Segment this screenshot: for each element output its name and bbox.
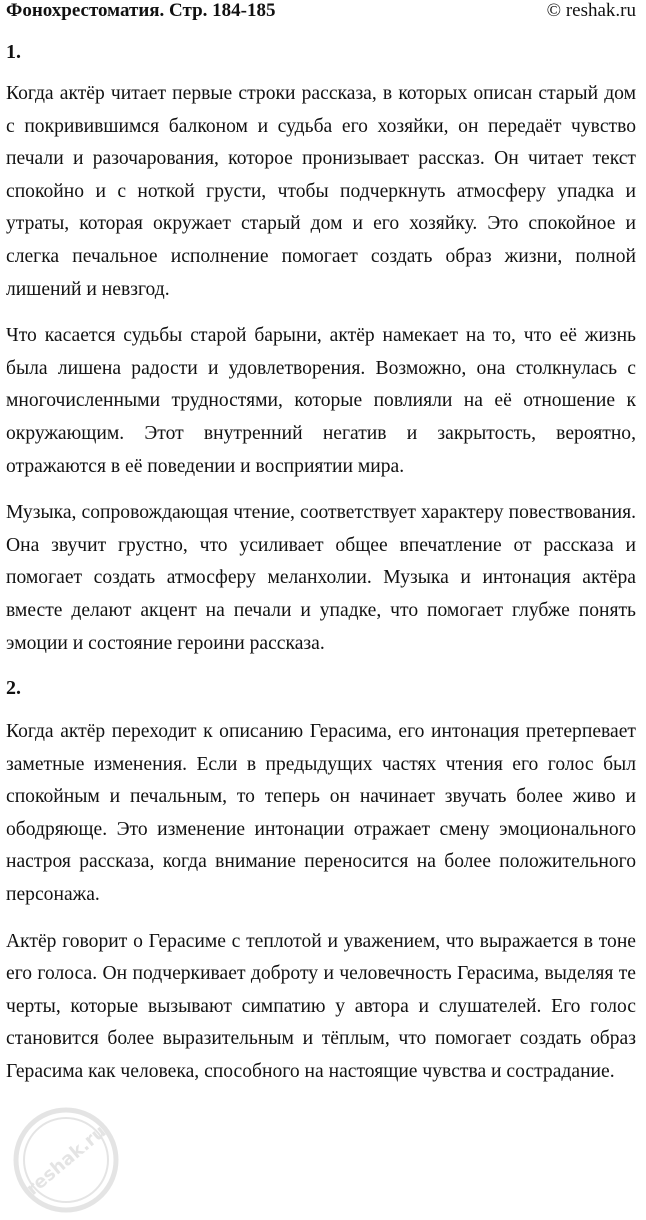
section-2-number: 2. (6, 677, 21, 700)
section-1-paragraph-3: Музыка, сопровождающая чтение, соответствует характеру повествования. Она звучит грустно, что усиливает общее впечатление от рассказа и помогает создать атмосферу меланхолии. Музыка и интонация актёра вместе делают акцент на печали и упадке, что помогает глубже понять эмоции и состояние героини рассказа. (6, 502, 636, 654)
site-credit: © reshak.ru (546, 0, 636, 21)
section-1-paragraph-2: Что касается судьбы старой барыни, актёр намекает на то, что её жизнь была лишена радости и удовлетворения. Возможно, она столкнулась с многочисленными трудностями, которые повлияли на её отношение к окружающим. Этот внутренний негатив и закрытость, вероятно, отражаются в её поведении и восприятии мира. (6, 325, 636, 477)
watermark-text: reshak.ru (22, 1121, 111, 1200)
section-2-paragraph-2: Актёр говорит о Герасиме с теплотой и уважением, что выражается в тоне его голоса. Он подчеркивает доброту и человечность Герасима, выделяя те черты, которые вызывают симпатию у автора и слушателей. Его голос становится более выразительным и тёплым, что помогает создать образ Герасима как человека, способного на настоящие чувства и сострадание. (6, 930, 636, 1083)
section-2-paragraph-1: Когда актёр переходит к описанию Герасима, его интонация претерпевает заметные изменения. Если в предыдущих частях чтения его голос был спокойным и печальным, то теперь он начинает звучать более живо и ободряюще. Это изменение интонации отражает смену эмоционального настроя рассказа, когда внимание переносится на более положительного персонажа. (6, 721, 636, 906)
section-1-paragraph-1: Когда актёр читает первые строки рассказа, в которых описан старый дом с покривившимся балконом и судьба его хозяйки, он передаёт чувство печали и разочарования, которое пронизывает рассказ. Он читает текст спокойно и с ноткой грусти, чтобы подчеркнуть атмосферу упадка и утраты, которая окружает старый дом и его хозяйку. Это спокойное и слегка печальное исполнение помогает создать образ жизни, полной лишений и невзгод. (6, 83, 636, 300)
page-title: Фонохрестоматия. Стр. 184-185 (6, 0, 276, 21)
page-header (6, 0, 636, 22)
section-1-number: 1. (6, 41, 21, 63)
